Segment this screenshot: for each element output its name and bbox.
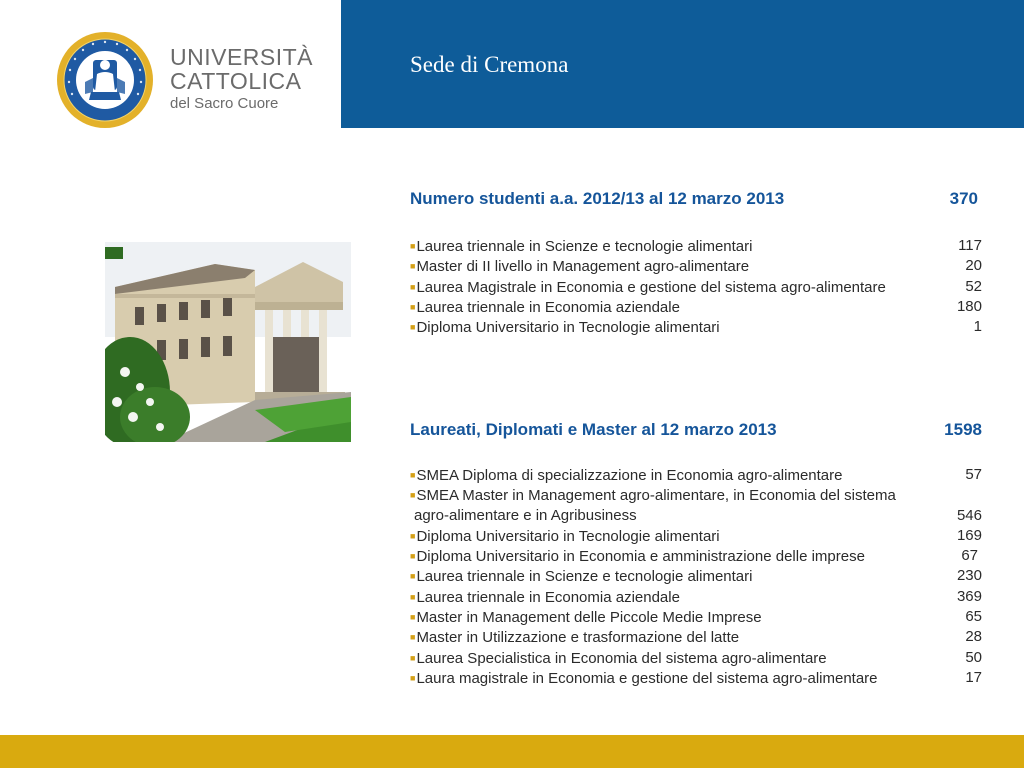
- item-count: 1: [973, 318, 982, 336]
- university-name-line1: UNIVERSITÀ: [170, 44, 314, 70]
- item-count: 57: [965, 466, 982, 483]
- item-count: 17: [965, 668, 982, 686]
- list-item: [410, 607, 982, 627]
- list-item-continuation: [410, 506, 982, 526]
- bullet-icon: ■: [410, 672, 416, 683]
- bullet-icon: ■: [410, 652, 416, 663]
- university-wordmark: [170, 46, 313, 111]
- item-count: 546: [956, 506, 982, 524]
- item-count: 180: [956, 297, 982, 315]
- campus-building-photo: [105, 242, 351, 442]
- list-item: [410, 277, 982, 297]
- item-count: 28: [965, 628, 982, 646]
- list-item: [410, 668, 982, 688]
- graduates-total: 1598: [944, 420, 982, 439]
- students-total: 370: [949, 189, 978, 208]
- bullet-icon: ■: [410, 530, 416, 541]
- bullet-icon: ■: [410, 571, 416, 582]
- item-label: SMEA Diploma di specializzazione in Economia agro-alimentare: [416, 467, 843, 484]
- university-name-line3: del Sacro Cuore: [170, 95, 279, 112]
- item-label: Laurea triennale in Scienze e tecnologie alimentari: [416, 568, 753, 586]
- graduates-list: [410, 465, 982, 688]
- item-count: 369: [956, 587, 982, 605]
- list-item: [410, 566, 982, 586]
- list-item: [410, 526, 982, 546]
- university-seal-icon: [55, 30, 155, 130]
- item-label: SMEA Master in Management agro-alimentare, in Economia del sistema: [416, 487, 896, 505]
- bullet-icon: ■: [410, 301, 416, 312]
- list-item: [410, 485, 982, 505]
- item-count: 52: [965, 277, 982, 295]
- item-label: Master in Utilizzazione e trasformazione del latte: [416, 629, 740, 647]
- item-label: Diploma Universitario in Tecnologie alimentari: [416, 527, 720, 545]
- item-label: Diploma Universitario in Economia e amministrazione delle imprese: [416, 548, 865, 566]
- item-label: Master in Management delle Piccole Medie Imprese: [416, 609, 762, 627]
- bullet-icon: ■: [410, 612, 416, 623]
- item-label: Laurea Magistrale in Economia e gestione del sistema agro-alimentare: [416, 278, 886, 296]
- item-count: 65: [965, 608, 982, 626]
- item-count: 50: [965, 648, 982, 666]
- item-label: Laurea triennale in Economia aziendale: [416, 588, 680, 606]
- item-label: Master di II livello in Management agro-alimentare: [416, 258, 750, 276]
- item-label: Laurea Specialistica in Economia del sistema agro-alimentare: [416, 649, 827, 667]
- item-label: Laura magistrale in Economia e gestione del sistema agro-alimentare: [416, 669, 878, 687]
- footer-band: [0, 735, 1024, 768]
- item-count: 20: [965, 257, 982, 275]
- list-item: [410, 317, 982, 337]
- list-item: [410, 236, 982, 256]
- item-count: 169: [956, 526, 982, 544]
- bullet-icon: ■: [410, 281, 416, 292]
- bullet-icon: ■: [410, 261, 416, 272]
- list-item: [410, 546, 982, 566]
- bullet-icon: ■: [410, 322, 416, 333]
- header-band: [341, 0, 1024, 128]
- students-list: [410, 236, 982, 337]
- item-label: Diploma Universitario in Tecnologie alimentari: [416, 319, 720, 337]
- item-count: 117: [958, 237, 982, 254]
- bullet-icon: ■: [410, 490, 416, 501]
- students-heading: [410, 189, 982, 209]
- list-item: [410, 627, 982, 647]
- item-label: Laurea triennale in Economia aziendale: [416, 298, 680, 316]
- list-item: [410, 465, 982, 485]
- bullet-icon: ■: [410, 591, 416, 602]
- item-count: 230: [956, 567, 982, 585]
- list-item: [410, 587, 982, 607]
- page-title: Sede di Cremona: [410, 52, 569, 77]
- list-item: [410, 256, 982, 276]
- graduates-heading: [410, 420, 982, 440]
- bullet-icon: ■: [410, 551, 416, 562]
- graduates-heading-label: Laureati, Diplomati e Master al 12 marzo 2013: [410, 420, 777, 439]
- item-count: 67: [961, 547, 978, 565]
- bullet-icon: ■: [410, 470, 416, 480]
- students-heading-label: Numero studenti a.a. 2012/13 al 12 marzo 2013: [410, 189, 785, 208]
- list-item: [410, 648, 982, 668]
- item-label: agro-alimentare e in Agribusiness: [414, 506, 637, 524]
- list-item: [410, 297, 982, 317]
- item-label: Laurea triennale in Scienze e tecnologie alimentari: [416, 238, 753, 255]
- bullet-icon: ■: [410, 241, 416, 251]
- university-name-line2: CATTOLICA: [170, 68, 302, 94]
- university-logo: [55, 30, 345, 130]
- bullet-icon: ■: [410, 632, 416, 643]
